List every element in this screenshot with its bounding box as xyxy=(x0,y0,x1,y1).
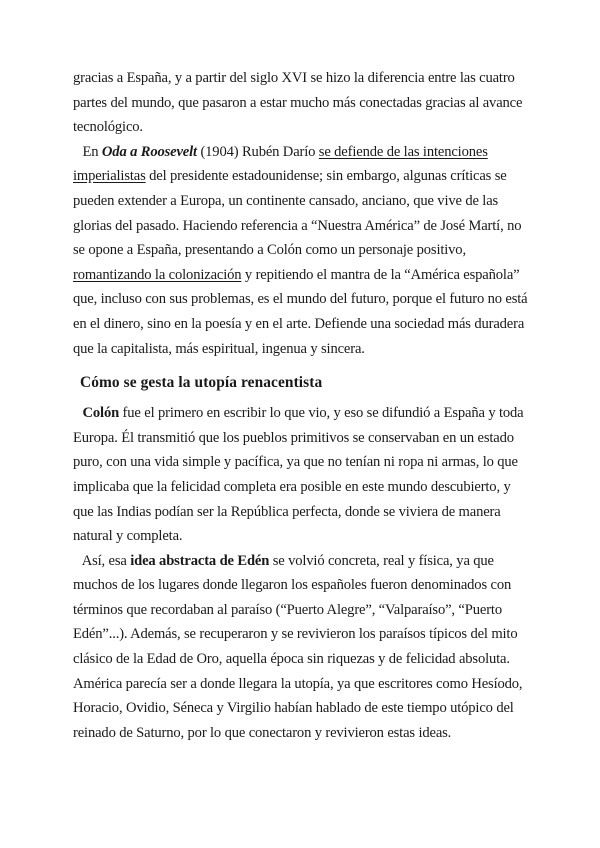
paragraph-colon xyxy=(73,401,531,549)
document-page xyxy=(73,66,531,745)
paragraph-lead: En xyxy=(82,143,102,160)
paragraph-lead: Así, esa xyxy=(81,552,131,569)
paragraph-text: fue el primero en escribir lo que vio, y eso se difundió a España y toda Europa. Él transmitió que los pueblos primitivos se conservaban en un estado puro, con una vida simple y pacífica, ya que no tenían ni ropa ni armas, lo que implicaba que la felicidad completa era posible en este mundo descubierto, y que las Indias podían ser la República perfecta, donde se viviera de manera natural y completa. xyxy=(73,405,524,545)
paragraph-text: se volvió concreta, real y física, ya que muchos de los lugares donde llegaron los españoles fueron denominados con términos que recordaban al paraíso (“Puerto Alegre”, “Valparaíso”, “Puerto Edén”...). Además, se recuperaron y se revivieron los paraísos típicos del mito clásico de la Edad de Oro, aquella época sin riquezas y de felicidad absoluta. América parecía ser a donde llegara la utopía, ya que escritores como Hesíodo, Horacio, Ovidio, Séneca y Virgilio habían hablado de este tiempo utópico del reinado de Saturno, por lo que conectaron y revivieron estas ideas. xyxy=(73,552,523,741)
underlined-phrase: romantizando la colonización xyxy=(73,266,242,283)
paragraph-eden xyxy=(73,549,531,746)
underlined-phrase: se defiende de las intenciones imperialistas xyxy=(73,143,488,185)
paragraph-text: del presidente estadounidense; sin embargo, algunas críticas se pueden extender a Europa, un continente cansado, anciano, que vive de las glorias del pasado. Haciendo referencia a “Nuestra América” de José Martí, no se opone a España, presentando a Colón como un personaje positivo, xyxy=(73,168,522,259)
paragraph-oda-a-roosevelt xyxy=(73,140,531,361)
paragraph-continuation xyxy=(73,66,531,140)
bold-term: idea abstracta de Edén xyxy=(130,552,270,569)
poem-title: Oda a Roosevelt xyxy=(101,143,197,160)
paragraph-text: (1904) Rubén Darío xyxy=(196,143,319,160)
section-heading: Cómo se gesta la utopía renacentista xyxy=(80,374,323,392)
paragraph-text: gracias a España, y a partir del siglo XVI se hizo la diferencia entre las cuatro partes del mundo, que pasaron a estar mucho más conectadas gracias al avance tecnológico. xyxy=(73,70,523,136)
bold-term: Colón xyxy=(82,405,120,422)
paragraph-text: y repitiendo el mantra de la “América española” que, incluso con sus problemas, es el mundo del futuro, porque el futuro no está en el dinero, sino en la poesía y en el arte. Defiende una sociedad más duradera que la capitalista, más espiritual, ingenua y sincera. xyxy=(73,266,528,357)
